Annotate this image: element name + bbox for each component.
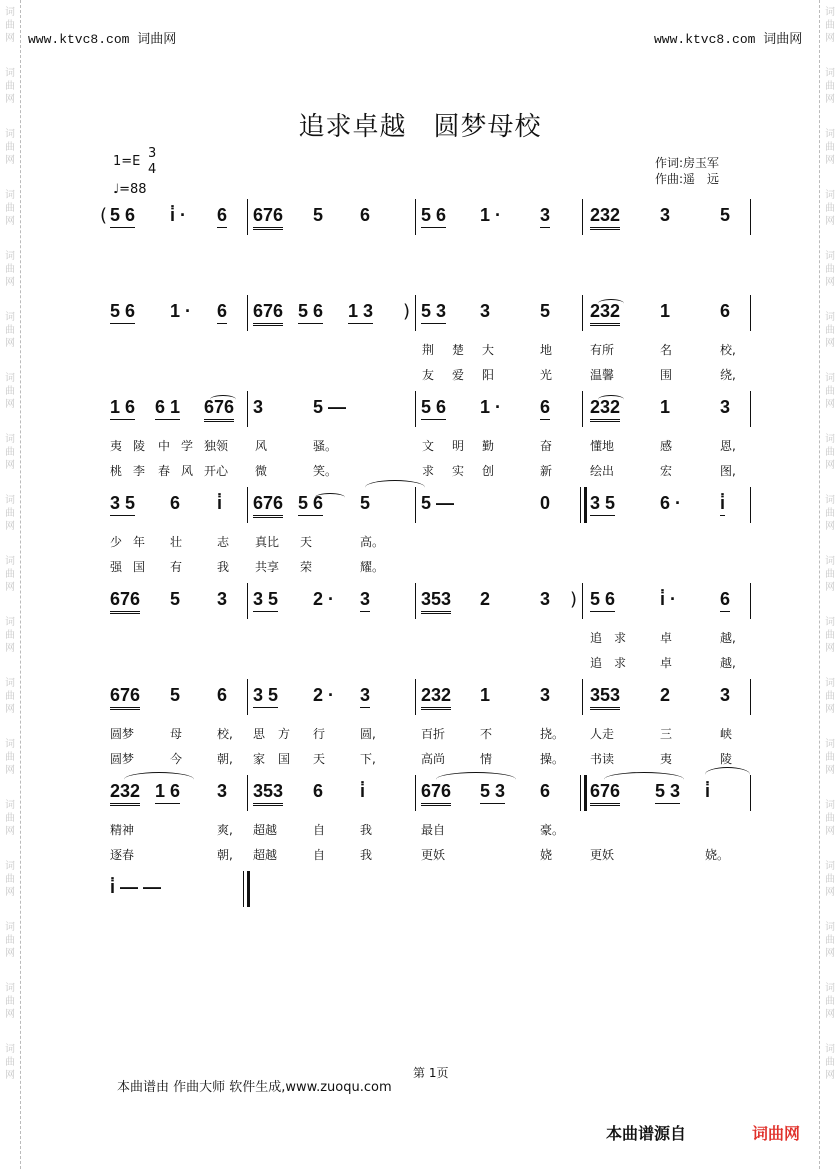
lyric-syllable: 更妖 xyxy=(421,848,446,862)
note-group: 353 xyxy=(590,685,620,710)
note-group: 676 xyxy=(110,589,140,614)
score-row xyxy=(0,781,840,821)
lyric-syllable: 国 xyxy=(133,560,146,574)
watermark-text: 词 曲 网 xyxy=(5,800,15,837)
lyric-syllable: 独领 xyxy=(204,439,229,453)
note-group: 3 xyxy=(480,301,491,321)
lyric-syllable: 卓 xyxy=(660,656,673,670)
lyric-syllable: 追 xyxy=(590,656,603,670)
note-group: 3 xyxy=(253,397,264,417)
note-group: 676 xyxy=(110,685,140,710)
lyric-syllable: 光 xyxy=(540,368,553,382)
watermark-text: 词 曲 网 xyxy=(825,129,835,166)
lyric-syllable: 勤 xyxy=(482,439,495,453)
note-group: 676 xyxy=(253,205,283,230)
lyric-syllable: 夷 xyxy=(110,439,123,453)
score-row xyxy=(0,493,840,533)
lyric-syllable: 卓 xyxy=(660,631,673,645)
lyric-syllable: 陵 xyxy=(133,439,146,453)
lyric-syllable: 春 xyxy=(158,464,171,478)
note-group: 5 xyxy=(720,205,731,225)
lyric-syllable: 创 xyxy=(482,464,495,478)
score-row xyxy=(0,685,840,725)
watermark-text: 词 曲 网 xyxy=(825,800,835,837)
lyric-syllable: 围 xyxy=(660,368,673,382)
score-row xyxy=(0,877,840,917)
note-group: i̇ xyxy=(705,781,711,801)
note-group: 1 6 xyxy=(110,397,135,420)
slur-mark xyxy=(604,772,684,787)
lyric-syllable: 楚 xyxy=(452,343,465,357)
lyric-syllable: 自 xyxy=(313,848,326,862)
lyric-syllable: 笑。 xyxy=(313,464,338,478)
note-group: 6 xyxy=(720,589,730,612)
note-group: 232 xyxy=(110,781,140,806)
lyric-syllable: 实 xyxy=(452,464,465,478)
lyric-syllable: 娆。 xyxy=(705,848,730,862)
lyric-syllable: 思 xyxy=(253,727,266,741)
note-group: 3 5 xyxy=(110,493,135,516)
note-group: 2 · xyxy=(313,685,335,705)
header-right-site: 词曲网 xyxy=(763,32,803,47)
note-group: 5 6 xyxy=(421,397,446,420)
barline xyxy=(415,391,416,427)
lyric-syllable: 地 xyxy=(540,343,553,357)
note-group: 6 xyxy=(313,781,324,801)
note-group: 3 xyxy=(720,397,731,417)
lyric-syllable: 桃 xyxy=(110,464,123,478)
note-group: 6 xyxy=(170,493,181,513)
slur-mark xyxy=(124,772,194,787)
lyric-syllable: 朝, xyxy=(217,752,233,766)
note-group: 676 xyxy=(421,781,451,806)
time-signature-bottom: 4 xyxy=(148,162,157,177)
lyric-syllable: 超越 xyxy=(253,848,278,862)
watermark-text: 词 曲 网 xyxy=(5,617,15,654)
lyric-syllable: 求 xyxy=(614,631,627,645)
header-left xyxy=(28,28,176,47)
note-group: 2 xyxy=(660,685,671,705)
note-group: 3 5 xyxy=(590,493,615,516)
barline xyxy=(582,199,583,235)
tie-mark xyxy=(598,395,624,404)
tie-mark xyxy=(210,395,236,404)
lyric-syllable: 高。 xyxy=(360,535,385,549)
watermark-text: 词 曲 网 xyxy=(5,129,15,166)
note-group: 6 xyxy=(540,781,551,801)
lyric-syllable: 操。 xyxy=(540,752,565,766)
watermark-text: 词 曲 网 xyxy=(5,251,15,288)
note-group: 6 xyxy=(217,685,228,705)
lyric-syllable: 超越 xyxy=(253,823,278,837)
slur-mark xyxy=(705,767,750,782)
lyric-syllable: 强 xyxy=(110,560,123,574)
generator-note: 本曲谱由 作曲大师 软件生成,www.zuoqu.com xyxy=(117,1080,392,1095)
header-right xyxy=(654,28,802,47)
repeat-paren: ) xyxy=(403,301,411,322)
lyric-syllable: 精神 xyxy=(110,823,135,837)
note-group: 3 xyxy=(360,589,370,612)
watermark-text: 词 曲 网 xyxy=(825,373,835,410)
watermark-text: 词 曲 网 xyxy=(5,739,15,776)
barline xyxy=(415,583,416,619)
note-group: i̇ · xyxy=(660,589,676,609)
barline xyxy=(415,295,416,331)
lyric-syllable: 校, xyxy=(720,343,736,357)
watermark-text: 词 曲 网 xyxy=(825,251,835,288)
barline xyxy=(582,583,583,619)
note-group: 5 xyxy=(170,685,181,705)
double-barline xyxy=(580,775,587,811)
lyric-syllable: 求 xyxy=(422,464,435,478)
lyric-syllable: 感 xyxy=(660,439,673,453)
lyric-syllable: 荣 xyxy=(300,560,313,574)
barline xyxy=(247,199,248,235)
lyric-syllable: 阳 xyxy=(482,368,495,382)
barline xyxy=(247,775,248,811)
lyric-syllable: 耀。 xyxy=(360,560,385,574)
watermark-text: 词 曲 网 xyxy=(5,556,15,593)
lyric-syllable: 风 xyxy=(255,439,268,453)
lyric-syllable: 少 xyxy=(110,535,123,549)
header-left-site: 词曲网 xyxy=(137,32,177,47)
page-number: 第 1页 xyxy=(413,1066,449,1080)
barline xyxy=(247,391,248,427)
lyric-syllable: 明 xyxy=(452,439,465,453)
barline xyxy=(415,775,416,811)
lyric-syllable: 年 xyxy=(133,535,146,549)
note-group: 3 xyxy=(540,685,551,705)
lyric-syllable: 行 xyxy=(313,727,326,741)
note-group: 676 xyxy=(253,493,283,518)
barline xyxy=(750,295,751,331)
note-group: 6 1 xyxy=(155,397,180,420)
note-group: 6 xyxy=(360,205,371,225)
slur-mark xyxy=(436,772,516,787)
lyric-syllable: 奋 xyxy=(540,439,553,453)
note-group: 5 6 xyxy=(590,589,615,612)
double-barline xyxy=(580,487,587,523)
note-group: 676 xyxy=(590,781,620,806)
note-group: 5 6 xyxy=(110,205,135,228)
watermark-text: 词 曲 网 xyxy=(5,312,15,349)
lyric-syllable: 情 xyxy=(480,752,493,766)
lyric-syllable: 方 xyxy=(278,727,291,741)
lyric-syllable: 名 xyxy=(660,343,673,357)
lyric-syllable: 圆梦 xyxy=(110,727,135,741)
watermark-text: 词 曲 网 xyxy=(825,190,835,227)
note-group: 3 xyxy=(540,205,550,228)
lyric-syllable: 国 xyxy=(278,752,291,766)
barline xyxy=(582,391,583,427)
note-group: 6 xyxy=(540,397,550,420)
repeat-paren: ( xyxy=(100,205,108,226)
note-group: i̇ xyxy=(360,781,366,801)
watermark-text: 词 曲 网 xyxy=(825,556,835,593)
barline xyxy=(750,199,751,235)
lyric-syllable: 朝, xyxy=(217,848,233,862)
lyric-syllable: 恩, xyxy=(720,439,736,453)
lyric-syllable: 微 xyxy=(255,464,268,478)
watermark-text: 词 曲 网 xyxy=(5,373,15,410)
note-group: 1 6 xyxy=(155,781,180,804)
note-group: 3 xyxy=(360,685,370,708)
barline xyxy=(247,679,248,715)
watermark-text: 词 曲 网 xyxy=(5,7,15,44)
note-group: 5 6 xyxy=(298,301,323,324)
note-group: 5 6 xyxy=(421,205,446,228)
note-group: 5 3 xyxy=(421,301,446,324)
lyric-syllable: 今 xyxy=(170,752,183,766)
note-group: 353 xyxy=(253,781,283,806)
watermark-text: 词 曲 网 xyxy=(5,922,15,959)
composer-credit: 作曲:遥 远 xyxy=(655,172,720,186)
note-group: 676 xyxy=(204,397,234,422)
lyric-syllable: 不 xyxy=(480,727,493,741)
note-group: 5 xyxy=(313,205,324,225)
note-group: 232 xyxy=(590,397,620,422)
lyric-syllable: 荆 xyxy=(422,343,435,357)
watermark-text: 词 曲 网 xyxy=(825,922,835,959)
lyric-syllable: 越, xyxy=(720,631,736,645)
barline xyxy=(582,295,583,331)
note-group: i̇ — — xyxy=(110,877,162,897)
note-group: 1 · xyxy=(480,205,502,225)
note-group: 2 · xyxy=(313,589,335,609)
lyric-syllable: 风 xyxy=(181,464,194,478)
note-group: 3 5 xyxy=(253,589,278,612)
lyric-syllable: 下, xyxy=(360,752,376,766)
time-signature xyxy=(148,146,156,178)
note-group: 5 3 xyxy=(480,781,505,804)
note-group: 5 6 xyxy=(298,493,323,516)
watermark-text: 词 曲 网 xyxy=(825,495,835,532)
tie-mark xyxy=(598,299,624,308)
note-group: 5 — xyxy=(313,397,347,417)
lyric-syllable: 懂地 xyxy=(590,439,615,453)
note-group: 232 xyxy=(590,301,620,326)
note-group: 6 xyxy=(217,205,227,228)
note-group: 6 xyxy=(720,301,731,321)
note-group: 1 xyxy=(480,685,491,705)
note-group: 1 3 xyxy=(348,301,373,324)
lyric-syllable: 壮 xyxy=(170,535,183,549)
note-group: 676 xyxy=(253,301,283,326)
repeat-paren: ) xyxy=(570,589,578,610)
right-watermark-strip xyxy=(819,0,840,1169)
lyric-syllable: 绕, xyxy=(720,368,736,382)
note-group: 232 xyxy=(421,685,451,710)
lyric-syllable: 圆, xyxy=(360,727,376,741)
lyric-syllable: 峡 xyxy=(720,727,733,741)
lyric-syllable: 越, xyxy=(720,656,736,670)
barline xyxy=(750,391,751,427)
lyric-syllable: 夷 xyxy=(660,752,673,766)
lyric-syllable: 自 xyxy=(313,823,326,837)
watermark-text: 词 曲 网 xyxy=(825,68,835,105)
barline xyxy=(750,775,751,811)
watermark-text: 词 曲 网 xyxy=(5,190,15,227)
lyric-syllable: 绘出 xyxy=(590,464,615,478)
lyric-syllable: 三 xyxy=(660,727,673,741)
barline xyxy=(582,679,583,715)
note-group: 3 xyxy=(720,685,731,705)
score-row xyxy=(0,397,840,437)
lyric-syllable: 文 xyxy=(422,439,435,453)
lyric-syllable: 我 xyxy=(217,560,230,574)
lyric-syllable: 书读 xyxy=(590,752,615,766)
lyric-syllable: 天 xyxy=(313,752,326,766)
note-group: i̇ xyxy=(217,493,223,513)
note-group: 5 xyxy=(540,301,551,321)
note-group: 5 3 xyxy=(655,781,680,804)
header-left-url[interactable]: www.ktvc8.com xyxy=(28,32,130,47)
lyric-syllable: 豪。 xyxy=(540,823,565,837)
lyric-syllable: 爽, xyxy=(217,823,233,837)
lyric-syllable: 骚。 xyxy=(313,439,338,453)
tie-mark xyxy=(315,493,345,502)
lyric-syllable: 大 xyxy=(482,343,495,357)
lyric-syllable: 有 xyxy=(170,560,183,574)
source-brand-link[interactable]: 词曲网 xyxy=(752,1124,801,1143)
lyric-syllable: 有所 xyxy=(590,343,615,357)
note-group: 3 xyxy=(540,589,551,609)
lyric-syllable: 共享 xyxy=(255,560,280,574)
lyric-syllable: 挠。 xyxy=(540,727,565,741)
barline xyxy=(247,295,248,331)
note-group: 353 xyxy=(421,589,451,614)
lyric-syllable: 宏 xyxy=(660,464,673,478)
lyric-syllable: 我 xyxy=(360,823,373,837)
watermark-text: 词 曲 网 xyxy=(5,495,15,532)
watermark-text: 词 曲 网 xyxy=(5,68,15,105)
lyric-syllable: 校, xyxy=(217,727,233,741)
barline xyxy=(247,583,248,619)
watermark-text: 词 曲 网 xyxy=(825,678,835,715)
lyric-syllable: 求 xyxy=(614,656,627,670)
lyric-syllable: 圆梦 xyxy=(110,752,135,766)
note-group: 1 · xyxy=(170,301,192,321)
note-group: 232 xyxy=(590,205,620,230)
barline xyxy=(415,679,416,715)
barline xyxy=(750,583,751,619)
lyric-syllable: 图, xyxy=(720,464,736,478)
barline xyxy=(247,487,248,523)
watermark-text: 词 曲 网 xyxy=(825,1044,835,1081)
lyric-syllable: 志 xyxy=(217,535,230,549)
watermark-text: 词 曲 网 xyxy=(825,861,835,898)
lyric-syllable: 开心 xyxy=(204,464,229,478)
score-row xyxy=(0,589,840,629)
note-group: 3 xyxy=(217,589,228,609)
watermark-text: 词 曲 网 xyxy=(825,617,835,654)
note-group: 3 xyxy=(217,781,228,801)
note-group: 0 xyxy=(540,493,551,513)
watermark-text: 词 曲 网 xyxy=(5,983,15,1020)
score-row xyxy=(0,301,840,341)
barline xyxy=(415,199,416,235)
note-group: i̇ · xyxy=(170,205,186,225)
left-watermark-strip xyxy=(0,0,21,1169)
time-signature-top: 3 xyxy=(148,146,157,161)
lyric-syllable: 百折 xyxy=(421,727,446,741)
note-group: 5 — xyxy=(421,493,455,513)
lyric-syllable: 人走 xyxy=(590,727,615,741)
lyric-syllable: 娆 xyxy=(540,848,553,862)
lyricist-credit: 作词:房玉军 xyxy=(655,156,720,170)
lyric-syllable: 友 xyxy=(422,368,435,382)
note-group: 5 6 xyxy=(110,301,135,324)
tempo-marking: ♩=88 xyxy=(113,182,147,197)
slur-mark xyxy=(365,480,425,495)
watermark-text: 词 曲 网 xyxy=(825,7,835,44)
song-title: 追求卓越 圆梦母校 xyxy=(298,112,542,142)
note-group: i̇ xyxy=(720,493,725,516)
double-barline xyxy=(243,871,250,907)
note-group: 1 · xyxy=(480,397,502,417)
lyric-syllable: 追 xyxy=(590,631,603,645)
watermark-text: 词 曲 网 xyxy=(825,983,835,1020)
header-right-url[interactable]: www.ktvc8.com xyxy=(654,32,756,47)
lyric-syllable: 更妖 xyxy=(590,848,615,862)
watermark-text: 词 曲 网 xyxy=(5,434,15,471)
note-group: 6 xyxy=(217,301,227,324)
lyric-syllable: 天 xyxy=(300,535,313,549)
watermark-text: 词 曲 网 xyxy=(5,861,15,898)
watermark-text: 词 曲 网 xyxy=(825,312,835,349)
lyric-syllable: 家 xyxy=(253,752,266,766)
lyric-syllable: 中 xyxy=(158,439,171,453)
watermark-text: 词 曲 网 xyxy=(825,434,835,471)
note-group: 5 xyxy=(360,493,371,513)
lyric-syllable: 最自 xyxy=(421,823,446,837)
lyric-syllable: 温馨 xyxy=(590,368,615,382)
lyric-syllable: 真比 xyxy=(255,535,280,549)
watermark-text: 词 曲 网 xyxy=(5,1044,15,1081)
barline xyxy=(750,487,751,523)
lyric-syllable: 高尚 xyxy=(421,752,446,766)
watermark-text: 词 曲 网 xyxy=(5,678,15,715)
barline xyxy=(750,679,751,715)
source-label: 本曲谱源自 xyxy=(606,1124,687,1143)
note-group: 5 xyxy=(170,589,181,609)
note-group: 3 xyxy=(660,205,671,225)
score-row xyxy=(0,205,840,245)
note-group: 1 xyxy=(660,397,671,417)
watermark-text: 词 曲 网 xyxy=(825,739,835,776)
lyric-syllable: 我 xyxy=(360,848,373,862)
note-group: 1 xyxy=(660,301,671,321)
note-group: 3 5 xyxy=(253,685,278,708)
lyric-syllable: 母 xyxy=(170,727,183,741)
lyric-syllable: 陵 xyxy=(720,752,733,766)
note-group: 2 xyxy=(480,589,491,609)
lyric-syllable: 爱 xyxy=(452,368,465,382)
note-group: 6 · xyxy=(660,493,682,513)
lyric-syllable: 逐春 xyxy=(110,848,135,862)
lyric-syllable: 新 xyxy=(540,464,553,478)
key-signature: 1=E xyxy=(113,154,141,169)
lyric-syllable: 学 xyxy=(181,439,194,453)
lyric-syllable: 李 xyxy=(133,464,146,478)
